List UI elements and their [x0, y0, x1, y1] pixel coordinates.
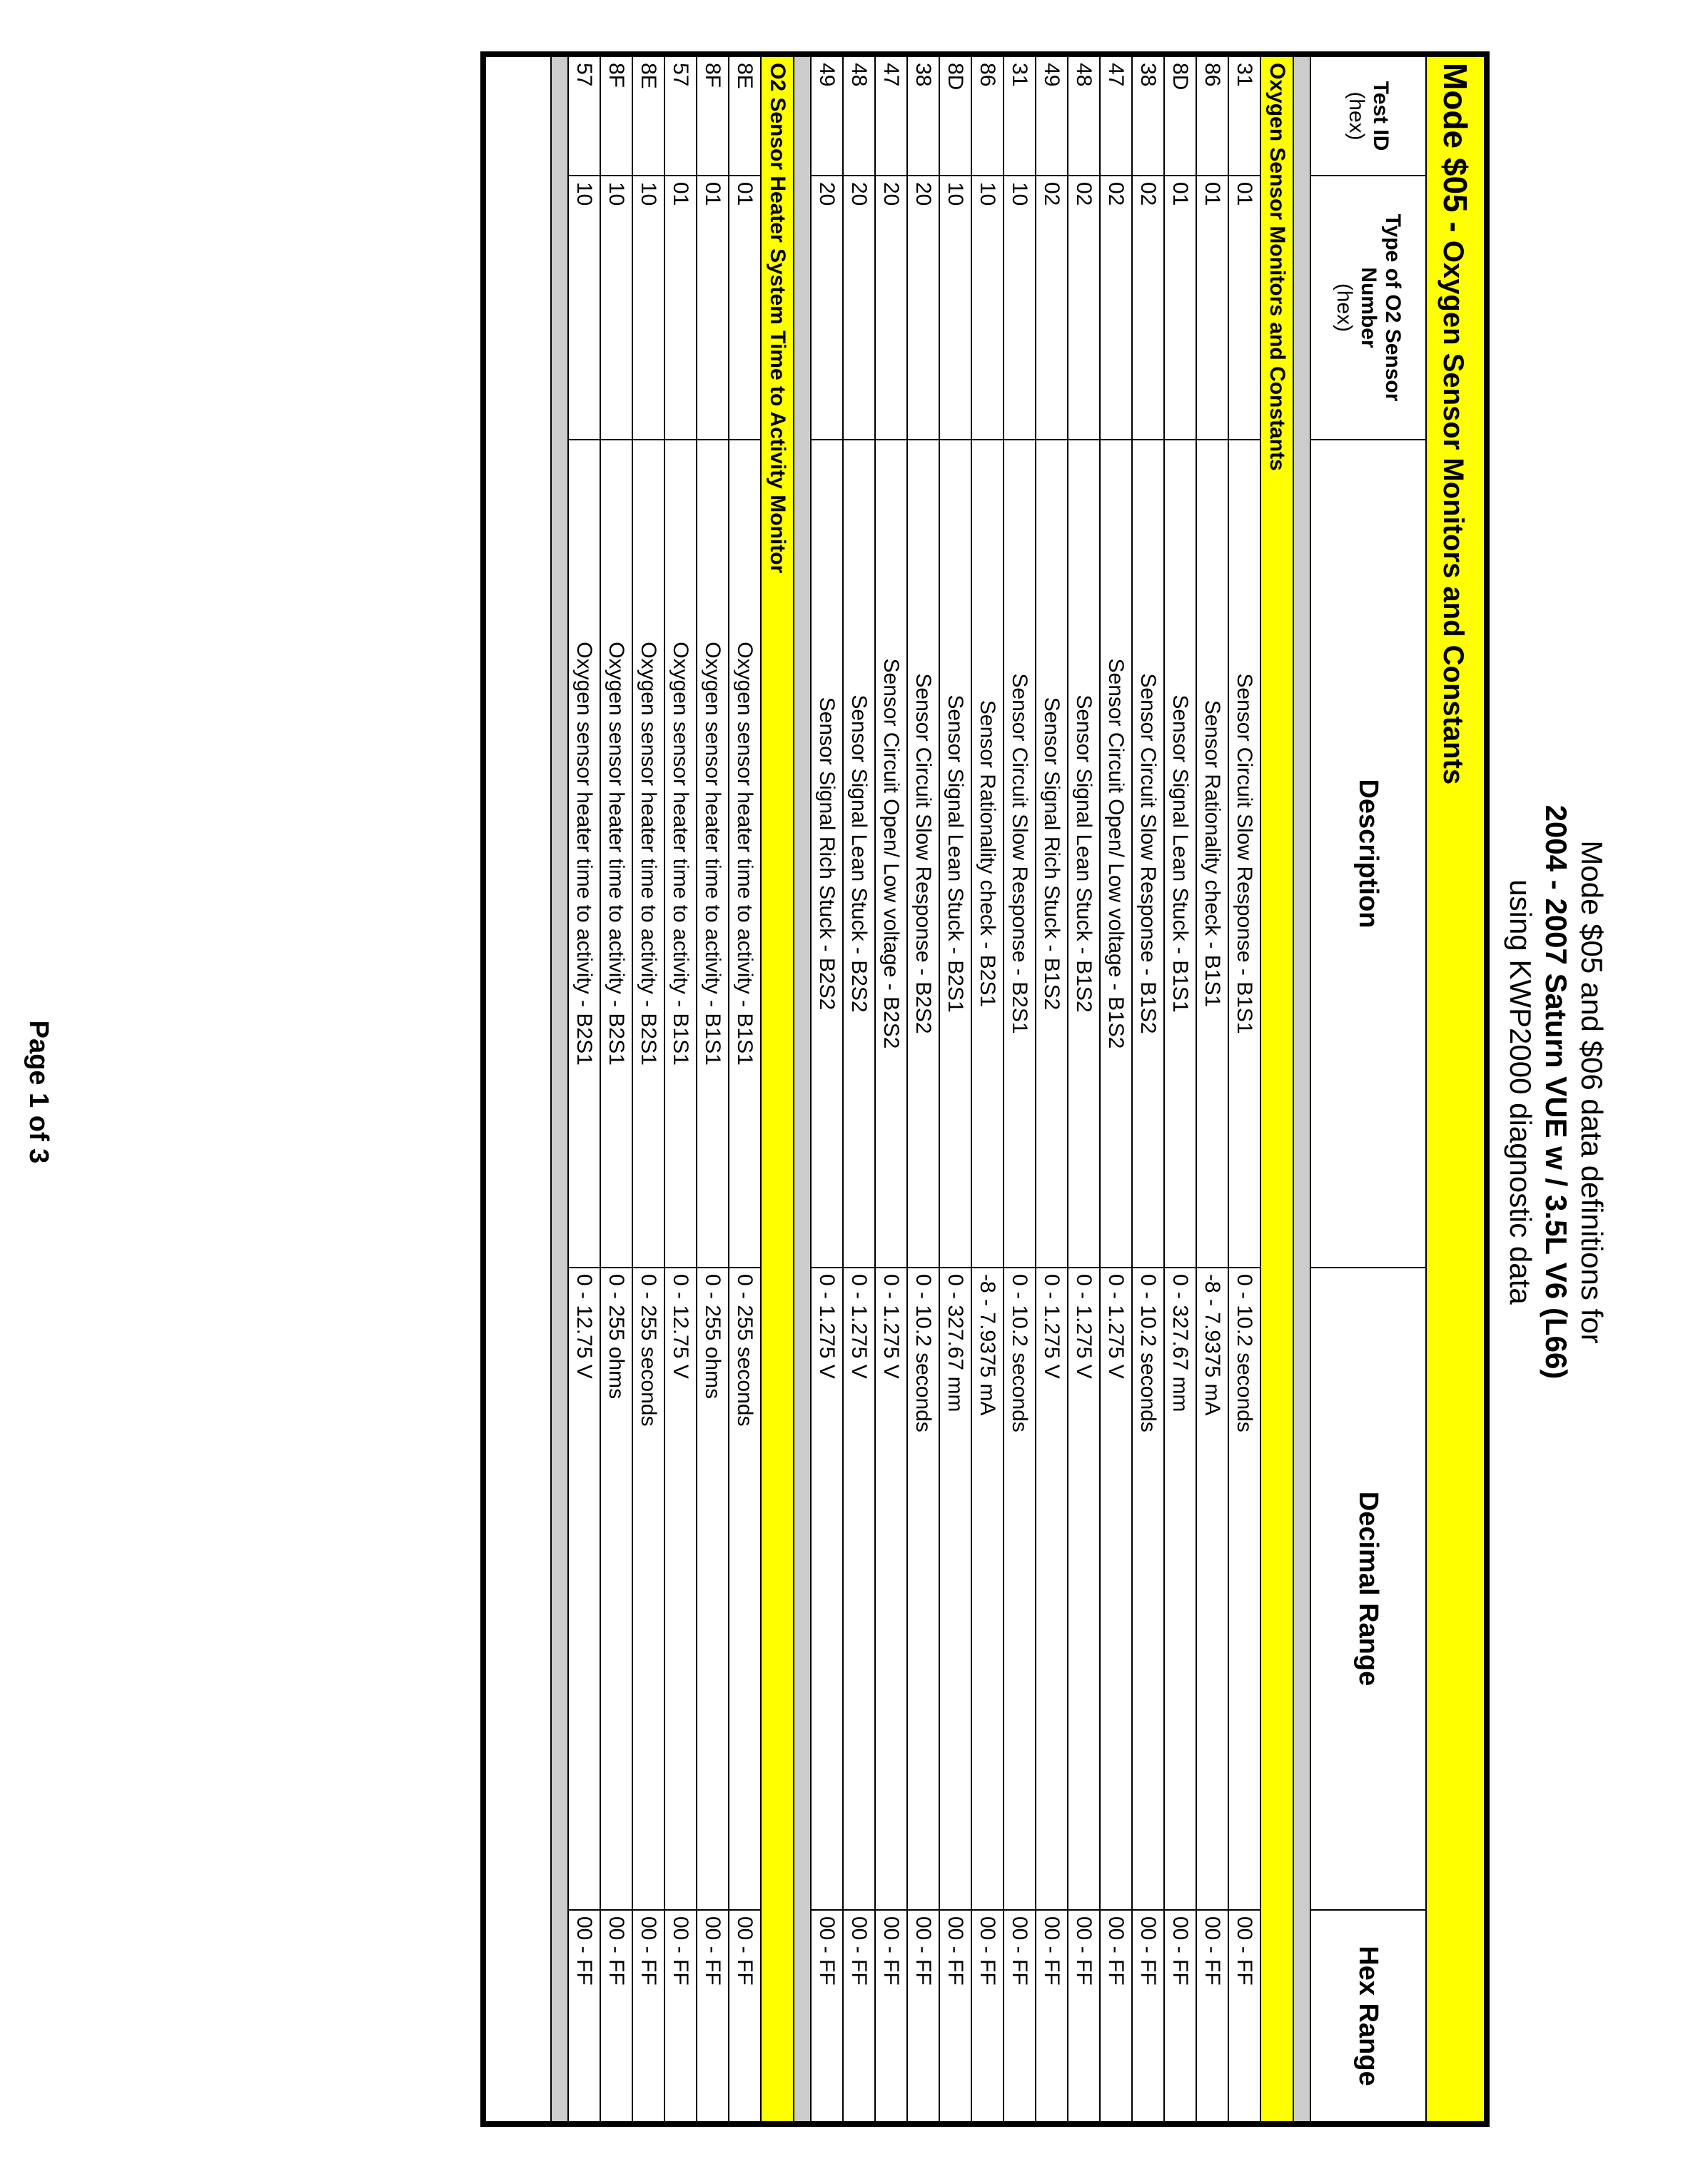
blank-row: [483, 54, 551, 2124]
cell-test-id: 8F: [697, 54, 729, 176]
table-row: [1196, 54, 1228, 2124]
table-row: [697, 54, 729, 2124]
cell-hex-range: 00 - FF: [632, 1910, 664, 2124]
table-row: [1228, 54, 1260, 2124]
cell-hex-range: 00 - FF: [1164, 1910, 1196, 2124]
col-header-o2-type-sub: (hex): [1333, 283, 1356, 333]
cell-test-id: 31: [1004, 54, 1036, 176]
cell-description: Sensor Signal Lean Stuck - B1S1: [1164, 440, 1196, 1268]
cell-decimal-range: -8 - 7.9375 mA: [971, 1268, 1004, 1910]
cell-decimal-range: 0 - 255 ohms: [697, 1268, 729, 1910]
cell-description: Sensor Circuit Open/ Low voltage - B2S2: [875, 440, 907, 1268]
section-title: O2 Sensor Heater System Time to Activity Monitor: [761, 54, 794, 2124]
cell-hex-range: 00 - FF: [1132, 1910, 1164, 2124]
col-header-decimal-range: Decimal Range: [1310, 1268, 1426, 1910]
table-row: [875, 54, 907, 2124]
cell-hex-range: 00 - FF: [843, 1910, 875, 2124]
cell-description: Oxygen sensor heater time to activity - B2S1: [600, 440, 632, 1268]
cell-description: Oxygen sensor heater time to activity - B2S1: [568, 440, 600, 1268]
cell-o2-type: 01: [1164, 176, 1196, 440]
cell-hex-range: 00 - FF: [971, 1910, 1004, 2124]
cell-test-id: 57: [568, 54, 600, 176]
section-header-row: [761, 54, 794, 2124]
cell-o2-type: 20: [875, 176, 907, 440]
cell-hex-range: 00 - FF: [600, 1910, 632, 2124]
cell-test-id: 8E: [729, 54, 761, 176]
cell-description: Sensor Signal Lean Stuck - B1S2: [1068, 440, 1100, 1268]
cell-o2-type: 02: [1100, 176, 1132, 440]
cell-test-id: 57: [664, 54, 697, 176]
cell-description: Sensor Circuit Slow Response - B2S2: [907, 440, 939, 1268]
table-row: [1036, 54, 1068, 2124]
cell-hex-range: 00 - FF: [697, 1910, 729, 2124]
cell-decimal-range: 0 - 1.275 V: [811, 1268, 843, 1910]
col-header-description: Description: [1310, 440, 1426, 1268]
col-header-o2-type-label: Type of O2 Sensor Number: [1357, 213, 1405, 402]
cell-o2-type: 20: [907, 176, 939, 440]
spacer-cell: [1293, 54, 1310, 2124]
cell-description: Sensor Signal Lean Stuck - B2S1: [939, 440, 971, 1268]
cell-o2-type: 20: [811, 176, 843, 440]
cell-decimal-range: 0 - 255 seconds: [632, 1268, 664, 1910]
mode-header-row: [1426, 54, 1487, 2124]
cell-o2-type: 02: [1132, 176, 1164, 440]
cell-test-id: 47: [875, 54, 907, 176]
cell-hex-range: 00 - FF: [1100, 1910, 1132, 2124]
title-line-3: using KWP2000 diagnostic data: [1504, 879, 1537, 1305]
page-number: Page 1 of 3: [24, 1020, 54, 1164]
cell-decimal-range: -8 - 7.9375 mA: [1196, 1268, 1228, 1910]
table-row: [811, 54, 843, 2124]
cell-decimal-range: 0 - 255 seconds: [729, 1268, 761, 1910]
cell-decimal-range: 0 - 1.275 V: [1100, 1268, 1132, 1910]
cell-o2-type: 01: [729, 176, 761, 440]
cell-test-id: 8F: [600, 54, 632, 176]
cell-decimal-range: 0 - 327.67 mm: [939, 1268, 971, 1910]
cell-test-id: 86: [971, 54, 1004, 176]
col-header-test-id-sub: (hex): [1345, 91, 1368, 141]
cell-decimal-range: 0 - 10.2 seconds: [1132, 1268, 1164, 1910]
spacer-cell: [794, 54, 811, 2124]
cell-o2-type: 10: [1004, 176, 1036, 440]
table-end-spacer: [551, 54, 568, 2124]
section-spacer: [1293, 54, 1310, 2124]
column-header-row: [1310, 54, 1426, 2124]
col-header-o2-type: [1310, 176, 1426, 440]
cell-test-id: 38: [907, 54, 939, 176]
cell-o2-type: 01: [1196, 176, 1228, 440]
cell-test-id: 49: [1036, 54, 1068, 176]
cell-hex-range: 00 - FF: [1068, 1910, 1100, 2124]
document-title: [1502, 0, 1609, 2184]
cell-test-id: 49: [811, 54, 843, 176]
col-header-hex-range: Hex Range: [1310, 1910, 1426, 2124]
mode-05-table: [480, 51, 1490, 2127]
table-row: [600, 54, 632, 2124]
cell-decimal-range: 0 - 327.67 mm: [1164, 1268, 1196, 1910]
cell-hex-range: 00 - FF: [1228, 1910, 1260, 2124]
section-title: Oxygen Sensor Monitors and Constants: [1260, 54, 1293, 2124]
table-row: [664, 54, 697, 2124]
mode-label: Oxygen Sensor Monitors and Constants: [1437, 240, 1469, 785]
cell-decimal-range: 0 - 12.75 V: [568, 1268, 600, 1910]
cell-test-id: 31: [1228, 54, 1260, 176]
table-row: [729, 54, 761, 2124]
cell-description: Oxygen sensor heater time to activity - B2S1: [632, 440, 664, 1268]
cell-hex-range: 00 - FF: [1036, 1910, 1068, 2124]
cell-o2-type: 02: [1068, 176, 1100, 440]
cell-description: Sensor Circuit Slow Response - B1S2: [1132, 440, 1164, 1268]
cell-decimal-range: 0 - 255 ohms: [600, 1268, 632, 1910]
cell-o2-type: 10: [600, 176, 632, 440]
cell-hex-range: 00 - FF: [939, 1910, 971, 2124]
cell-test-id: 8D: [1164, 54, 1196, 176]
cell-hex-range: 00 - FF: [1196, 1910, 1228, 2124]
cell-hex-range: 00 - FF: [568, 1910, 600, 2124]
cell-decimal-range: 0 - 10.2 seconds: [1004, 1268, 1036, 1910]
table-row: [907, 54, 939, 2124]
cell-hex-range: 00 - FF: [907, 1910, 939, 2124]
cell-decimal-range: 0 - 1.275 V: [843, 1268, 875, 1910]
cell-o2-type: 01: [1228, 176, 1260, 440]
cell-test-id: 8D: [939, 54, 971, 176]
cell-o2-type: 10: [632, 176, 664, 440]
col-header-test-id: [1310, 54, 1426, 176]
cell-test-id: 48: [1068, 54, 1100, 176]
table-row: [1164, 54, 1196, 2124]
section-spacer: [794, 54, 811, 2124]
cell-o2-type: 01: [664, 176, 697, 440]
cell-decimal-range: 0 - 12.75 V: [664, 1268, 697, 1910]
cell-description: Oxygen sensor heater time to activity - B1S1: [697, 440, 729, 1268]
cell-decimal-range: 0 - 1.275 V: [1036, 1268, 1068, 1910]
table-row: [1100, 54, 1132, 2124]
cell-decimal-range: 0 - 10.2 seconds: [1228, 1268, 1260, 1910]
cell-test-id: 86: [1196, 54, 1228, 176]
cell-hex-range: 00 - FF: [729, 1910, 761, 2124]
cell-decimal-range: 0 - 1.275 V: [875, 1268, 907, 1910]
cell-decimal-range: 0 - 1.275 V: [1068, 1268, 1100, 1910]
cell-decimal-range: 0 - 10.2 seconds: [907, 1268, 939, 1910]
cell-o2-type: 20: [843, 176, 875, 440]
cell-hex-range: 00 - FF: [875, 1910, 907, 2124]
col-header-test-id-label: Test ID: [1369, 81, 1393, 151]
cell-o2-type: 10: [971, 176, 1004, 440]
section-header-row: [1260, 54, 1293, 2124]
table-row: [971, 54, 1004, 2124]
cell-description: Oxygen sensor heater time to activity - B1S1: [664, 440, 697, 1268]
table-row: [568, 54, 600, 2124]
cell-description: Oxygen sensor heater time to activity - B1S1: [729, 440, 761, 1268]
cell-description: Sensor Signal Lean Stuck - B2S2: [843, 440, 875, 1268]
cell-o2-type: 02: [1036, 176, 1068, 440]
cell-test-id: 48: [843, 54, 875, 176]
cell-o2-type: 01: [697, 176, 729, 440]
cell-o2-type: 10: [568, 176, 600, 440]
table-row: [1132, 54, 1164, 2124]
title-line-1: Mode $05 and $06 data definitions for: [1575, 840, 1609, 1344]
table-row: [939, 54, 971, 2124]
cell-test-id: 38: [1132, 54, 1164, 176]
cell-description: Sensor Circuit Slow Response - B1S1: [1228, 440, 1260, 1268]
blank-cell: [483, 54, 551, 2124]
mode-header-cell: [1426, 54, 1487, 2124]
cell-description: Sensor Signal Rich Stuck - B2S2: [811, 440, 843, 1268]
cell-hex-range: 00 - FF: [811, 1910, 843, 2124]
table-row: [1068, 54, 1100, 2124]
cell-o2-type: 10: [939, 176, 971, 440]
cell-description: Sensor Circuit Slow Response - B2S1: [1004, 440, 1036, 1268]
title-line-2: 2004 - 2007 Saturn VUE w / 3.5L V6 (L66): [1540, 804, 1573, 1380]
cell-description: Sensor Signal Rich Stuck - B1S2: [1036, 440, 1068, 1268]
cell-description: Sensor Rationality check - B2S1: [971, 440, 1004, 1268]
spacer-cell: [551, 54, 568, 2124]
cell-description: Sensor Circuit Open/ Low voltage - B1S2: [1100, 440, 1132, 1268]
table-row: [632, 54, 664, 2124]
cell-hex-range: 00 - FF: [1004, 1910, 1036, 2124]
cell-test-id: 8E: [632, 54, 664, 176]
cell-hex-range: 00 - FF: [664, 1910, 697, 2124]
mode-code: Mode $05 -: [1437, 63, 1474, 233]
table-row: [1004, 54, 1036, 2124]
cell-description: Sensor Rationality check - B1S1: [1196, 440, 1228, 1268]
table-row: [843, 54, 875, 2124]
cell-test-id: 47: [1100, 54, 1132, 176]
